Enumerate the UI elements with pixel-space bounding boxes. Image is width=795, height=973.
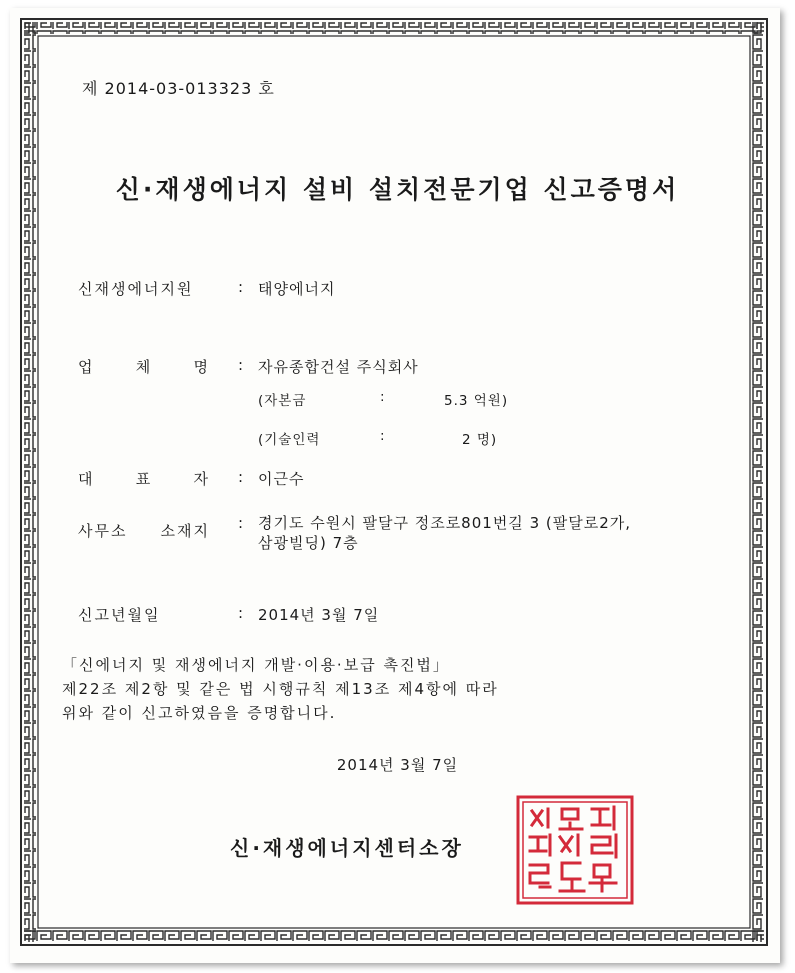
- energy-source-value: 태양에너지: [258, 280, 336, 298]
- representative-label: [78, 468, 210, 489]
- office-label: [78, 520, 210, 541]
- energy-source-label-text: 신재생에너지원: [78, 280, 194, 298]
- document-title: 신·재생에너지 설비 설치전문기업 신고증명서: [115, 175, 680, 204]
- office-colon: :: [238, 514, 244, 532]
- company-value: 자유종합건설 주식회사: [258, 358, 419, 376]
- office-label-text: 사무소 소재지: [78, 522, 210, 540]
- energy-source-colon: :: [238, 278, 244, 296]
- company-label-text: 업 체 명: [78, 358, 210, 376]
- office-address-line2: 삼광빌딩) 7층: [258, 534, 359, 552]
- seal-image: [516, 795, 634, 905]
- representative-colon: :: [238, 468, 244, 486]
- report-date-value: 2014년 3월 7일: [258, 606, 380, 624]
- energy-source-label: [78, 278, 210, 299]
- report-date-colon: :: [238, 604, 244, 622]
- issuer-name: 신·재생에너지센터소장: [230, 836, 464, 860]
- statement-line-3: 위와 같이 신고하였음을 증명합니다.: [62, 704, 337, 722]
- official-seal-stamp: [516, 795, 634, 905]
- statement-line-1: 「신에너지 및 재생에너지 개발·이용·보급 촉진법」: [62, 656, 450, 674]
- representative-value: 이근수: [258, 470, 305, 488]
- tech-staff-amount: 2 명): [462, 432, 498, 448]
- statement-line-2: 제22조 제2항 및 같은 법 시행규칙 제13조 제4항에 따라: [62, 680, 499, 698]
- capital-amount: 5.3 억원): [444, 393, 509, 409]
- tech-staff-label: (기술인력: [258, 432, 321, 448]
- office-address-line1: 경기도 수원시 팔달구 정조로801번길 3 (팔달로2가,: [258, 514, 631, 532]
- capital-label: (자본금: [258, 393, 307, 409]
- report-date-label-text: 신고년월일: [78, 606, 161, 624]
- representative-label-text: 대 표 자: [78, 470, 210, 488]
- document-number: 제 2014-03-013323 호: [82, 79, 275, 98]
- tech-staff-colon: :: [380, 428, 386, 444]
- report-date-label: [78, 604, 210, 625]
- company-colon: :: [238, 356, 244, 374]
- capital-colon: :: [380, 389, 386, 405]
- company-label: [78, 356, 210, 377]
- issue-date: 2014년 3월 7일: [336, 756, 459, 774]
